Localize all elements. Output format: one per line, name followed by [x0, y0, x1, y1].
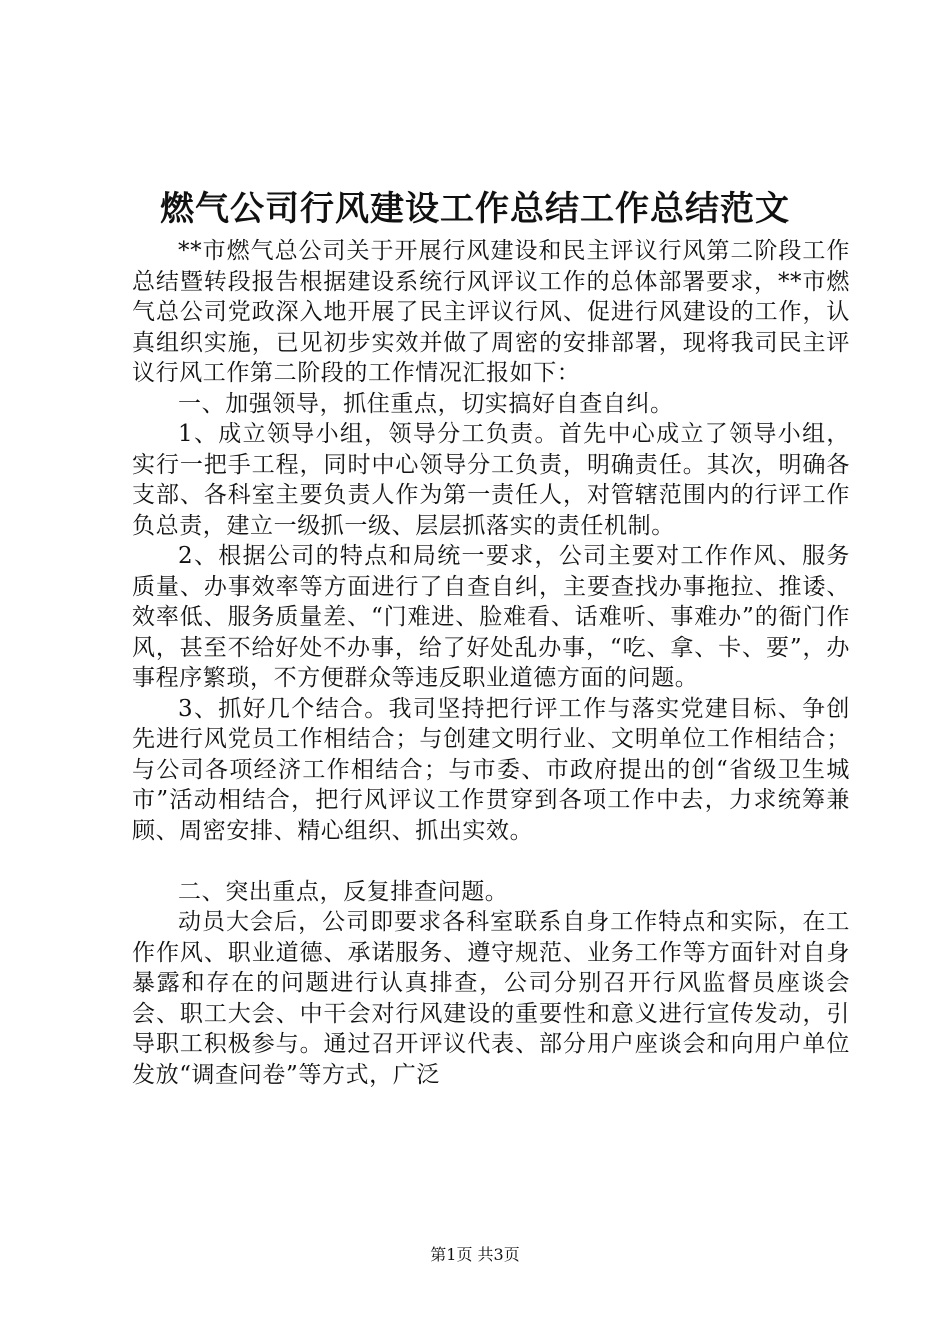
paragraph-item-3: 3、抓好几个结合。我司坚持把行评工作与落实党建目标、争创先进行风党员工作相结合；与创建文明行业、文明单位工作相结合；与公司各项经济工作相结合；与市委、市政府提出的创“省级卫生城市”活动相结合，把行风评议工作贯穿到各项工作中去，力求统筹兼顾、周密安排、精心组织、抓出实效。	[132, 695, 850, 844]
document-title: 燃气公司行风建设工作总结工作总结范文	[160, 189, 790, 229]
paragraph-spacer	[132, 846, 850, 877]
paragraph-section-2: 动员大会后，公司即要求各科室联系自身工作特点和实际，在工作作风、职业道德、承诺服务、遵守规范、业务工作等方面针对自身暴露和存在的问题进行认真排查，公司分别召开行风监督员座谈会会、职工大会、中干会对行风建设的重要性和意义进行宣传发动，引导职工积极参与。通过召开评议代表、部分用户座谈会和向用户单位发放“调查问卷”等方式，广泛	[132, 909, 850, 1088]
document-body	[132, 236, 850, 1090]
paragraph-item-1: 1、成立领导小组，领导分工负责。首先中心成立了领导小组，实行一把手工程，同时中心领导分工负责，明确责任。其次，明确各支部、各科室主要负责人作为第一责任人，对管辖范围内的行评工作负总责，建立一级抓一级、层层抓落实的责任机制。	[132, 421, 850, 539]
section-heading-1: 一、加强领导，抓住重点，切实搞好自查自纠。	[178, 390, 674, 417]
section-heading-2: 二、突出重点，反复排查问题。	[178, 878, 509, 905]
paragraph-item-2: 2、根据公司的特点和局统一要求，公司主要对工作作风、服务质量、办事效率等方面进行了自查自纠，主要查找办事拖拉、推诿、效率低、服务质量差、“门难进、脸难看、话难听、事难办”的衙门作风，甚至不给好处不办事，给了好处乱办事，“吃、拿、卡、要”，办事程序繁琐，不方便群众等违反职业道德方面的问题。	[132, 543, 850, 691]
paragraph-intro: **市燃气总公司关于开展行风建设和民主评议行风第二阶段工作总结暨转段报告根据建设系统行风评议工作的总体部署要求，**市燃气总公司党政深入地开展了民主评议行风、促进行风建设的工作，认真组织实施，已见初步实效并做了周密的安排部署，现将我司民主评议行风工作第二阶段的工作情况汇报如下：	[132, 238, 850, 386]
page-number-footer: 第1页 共3页	[430, 1245, 520, 1264]
